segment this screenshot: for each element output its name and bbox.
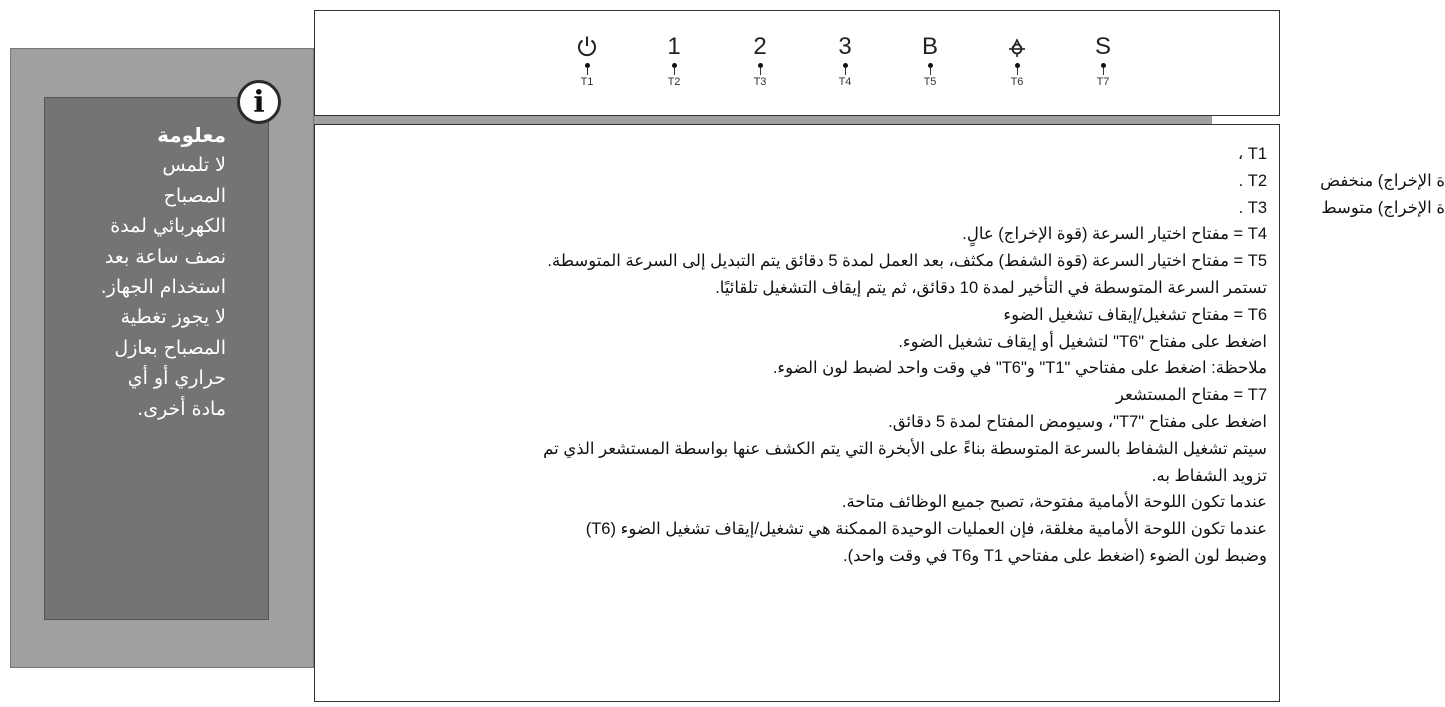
info-line: لا تلمس xyxy=(162,154,226,177)
key-symbol: 1 xyxy=(667,33,681,60)
key-t6[interactable] xyxy=(997,33,1037,88)
info-title: معلومة xyxy=(157,123,226,147)
instructions-text xyxy=(327,141,1267,570)
instruction-line: وضبط لون الضوء (اضغط على مفتاحي T1 وT6 في وقت واحد). xyxy=(843,546,1267,565)
key-t4[interactable] xyxy=(825,33,865,88)
instruction-line: T2 . xyxy=(1238,171,1267,190)
overflow-text-t2: ة الإخراج) منخفض xyxy=(1320,172,1445,190)
control-panel xyxy=(314,10,1280,116)
key-label: T1 xyxy=(580,76,594,88)
panel-divider-strip xyxy=(314,116,1212,124)
instruction-line: اضغط على مفتاح "T6" لتشغيل أو إيقاف تشغيل الضوء. xyxy=(898,332,1267,351)
instruction-line: T7 = مفتاح المستشعر xyxy=(1115,386,1267,405)
instructions-panel xyxy=(314,124,1280,702)
key-stem xyxy=(674,68,675,75)
key-label: T5 xyxy=(923,76,937,88)
info-line: الكهربائي لمدة xyxy=(110,215,226,238)
key-t7[interactable] xyxy=(1083,33,1123,88)
instruction-line: سيتم تشغيل الشفاط بالسرعة المتوسطة بناءً على الأبخرة التي يتم الكشف عنها بواسطة المستشعر الذي تم xyxy=(543,439,1267,458)
key-label: T7 xyxy=(1096,76,1110,88)
instruction-line: ملاحظة: اضغط على مفتاحي "T1" و"T6" في وقت واحد لضبط لون الضوء. xyxy=(772,359,1267,378)
instruction-line: T5 = مفتاح اختيار السرعة (قوة الشفط) مكثف، بعد العمل لمدة 5 دقائق يتم التبديل إلى السرعة المتوسطة. xyxy=(547,252,1267,271)
key-stem xyxy=(760,68,761,75)
key-label: T6 xyxy=(1010,76,1024,88)
power-icon xyxy=(567,33,607,61)
instruction-line: عندما تكون اللوحة الأمامية مفتوحة، تصبح جميع الوظائف متاحة. xyxy=(841,493,1267,512)
instruction-line: تستمر السرعة المتوسطة في التأخير لمدة 10 دقائق، ثم يتم إيقاف التشغيل تلقائيًا. xyxy=(715,278,1267,297)
instruction-line: T6 = مفتاح تشغيل/إيقاف تشغيل الضوء xyxy=(1003,305,1267,324)
key-t1[interactable] xyxy=(567,33,607,88)
info-line: نصف ساعة بعد xyxy=(104,245,226,268)
info-line: لا يجوز تغطية xyxy=(120,306,226,329)
key-t3[interactable] xyxy=(740,33,780,88)
key-stem xyxy=(930,68,931,75)
instruction-line: تزويد الشفاط به. xyxy=(1151,466,1267,485)
key-t2[interactable] xyxy=(654,33,694,88)
info-line: المصباح بعازل xyxy=(114,336,226,359)
info-line: استخدام الجهاز. xyxy=(100,276,226,299)
key-symbol: S xyxy=(1094,33,1111,60)
info-line: حراري أو أي xyxy=(127,367,226,390)
key-symbol: B xyxy=(921,33,938,60)
info-line: مادة أخرى. xyxy=(137,397,226,420)
overflow-text-t3: ة الإخراج) متوسط xyxy=(1321,199,1445,217)
key-label: T3 xyxy=(753,76,767,88)
info-icon: i xyxy=(237,80,281,124)
key-label: T4 xyxy=(838,76,852,88)
instruction-line: اضغط على مفتاح "T7"، وسيومض المفتاح لمدة 5 دقائق. xyxy=(888,412,1267,431)
key-stem xyxy=(587,68,588,75)
light-bulb-icon xyxy=(997,33,1037,61)
key-label: T2 xyxy=(667,76,681,88)
instruction-line: T1 ، xyxy=(1237,145,1267,163)
key-t5[interactable] xyxy=(910,33,950,88)
instruction-line: T3 . xyxy=(1238,198,1267,217)
instruction-line: عندما تكون اللوحة الأمامية مغلقة، فإن العمليات الوحيدة الممكنة هي تشغيل/إيقاف تشغيل الضوء (T6) xyxy=(585,520,1267,539)
instruction-line: T4 = مفتاح اختيار السرعة (قوة الإخراج) عالٍ. xyxy=(962,225,1267,244)
key-symbol: 2 xyxy=(753,33,767,60)
key-stem xyxy=(1017,68,1018,75)
info-line: المصباح xyxy=(163,184,226,207)
info-content xyxy=(56,120,226,424)
key-stem xyxy=(845,68,846,75)
key-stem xyxy=(1103,68,1104,75)
key-symbol: 3 xyxy=(838,33,852,60)
